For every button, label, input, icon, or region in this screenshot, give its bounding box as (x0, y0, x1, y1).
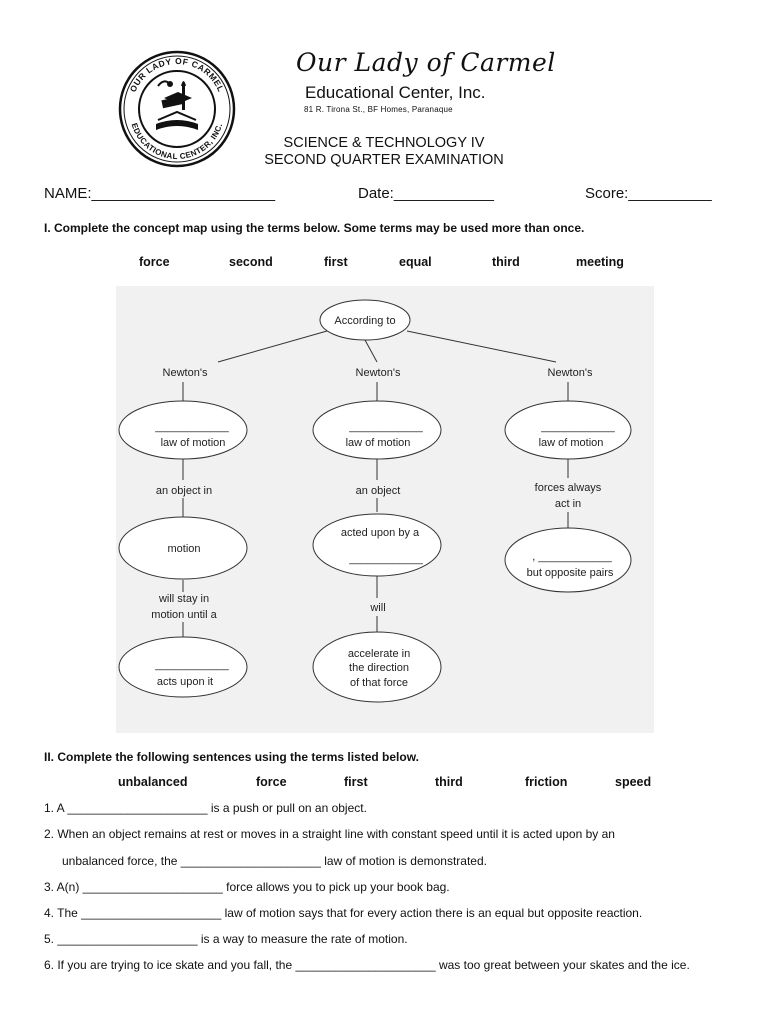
map-law-label: law of motion (160, 437, 226, 449)
school-address: 81 R. Tirona St., BF Homes, Paranaque (304, 105, 453, 114)
term-word: third (435, 775, 463, 789)
map-node-label: the direction (349, 662, 409, 674)
term-word: second (229, 255, 273, 269)
map-node-label: of that force (349, 677, 409, 689)
term-word: unbalanced (118, 775, 188, 789)
map-link-label: motion until a (151, 609, 217, 621)
exam-title: SECOND QUARTER EXAMINATION (264, 152, 504, 168)
question-2: 2. When an object remains at rest or moves in a straight line with constant speed until it is acted upon by an (44, 827, 615, 841)
term-word: meeting (576, 255, 624, 269)
map-link-label: an object in (155, 485, 213, 497)
map-node-label: acted upon by a (340, 527, 420, 539)
map-node-label: accelerate in (347, 648, 411, 660)
part1-instruction: I. Complete the concept map using the terms below. Some terms may be used more than once. (44, 221, 585, 235)
term-word: friction (525, 775, 568, 789)
map-newton-label: Newton's (162, 367, 208, 379)
map-newton-label: Newton's (355, 367, 401, 379)
map-link-label: will stay in (158, 593, 210, 605)
question-4: 4. The _____________________ law of motion says that for every action there is an equal but opposite reaction. (44, 906, 643, 920)
term-word: force (256, 775, 287, 789)
map-node-label: but opposite pairs (526, 567, 614, 579)
map-link-label: will (370, 602, 386, 614)
question-6: 6. If you are trying to ice skate and you fall, the _____________________ was too great between your skates and the ice. (44, 958, 690, 972)
term-word: third (492, 255, 520, 269)
question-5: 5. _____________________ is a way to measure the rate of motion. (44, 932, 408, 946)
map-node-label: motion (167, 543, 201, 555)
term-word: force (139, 255, 170, 269)
svg-text:EDUCATIONAL CENTER, INC.: EDUCATIONAL CENTER, INC. (129, 121, 225, 162)
map-node-blank: ____________ (155, 659, 229, 671)
map-root-label: According to (334, 315, 396, 327)
exam-subject: SCIENCE & TECHNOLOGY IV (283, 135, 485, 151)
question-1: 1. A _____________________ is a push or pull on an object. (44, 801, 367, 815)
map-force-node (313, 514, 441, 576)
map-node-blank: ____________ (349, 553, 423, 565)
school-name: Our Lady of Carmel (296, 48, 556, 77)
map-link-label: forces always (534, 482, 602, 494)
map-law-blank: ____________ (541, 421, 615, 433)
concept-map (116, 286, 654, 733)
term-word: equal (399, 255, 432, 269)
svg-text:OUR LADY OF CARMEL: OUR LADY OF CARMEL (127, 55, 227, 94)
map-link-label: an object (355, 485, 401, 497)
map-newton-label: Newton's (547, 367, 593, 379)
map-law-label: law of motion (538, 437, 604, 449)
map-law-label: law of motion (345, 437, 411, 449)
map-law-blank: ____________ (349, 421, 423, 433)
question-2-continued: unbalanced force, the _____________________ law of motion is demonstrated. (62, 854, 487, 868)
map-link-label: act in (554, 498, 582, 510)
map-law-blank: ____________ (155, 421, 229, 433)
score-field[interactable]: Score:__________ (585, 185, 712, 202)
map-node-blank: , ____________ (532, 551, 612, 563)
part2-instruction: II. Complete the following sentences using the terms listed below. (44, 750, 419, 764)
school-subtitle: Educational Center, Inc. (305, 83, 486, 102)
term-word: speed (615, 775, 652, 789)
term-word: first (324, 255, 348, 269)
date-field[interactable]: Date:____________ (358, 185, 494, 202)
question-3: 3. A(n) _____________________ force allows you to pick up your book bag. (44, 880, 450, 894)
term-word: first (344, 775, 368, 789)
map-node-label: acts upon it (156, 676, 214, 688)
name-field[interactable]: NAME:______________________ (44, 185, 276, 202)
